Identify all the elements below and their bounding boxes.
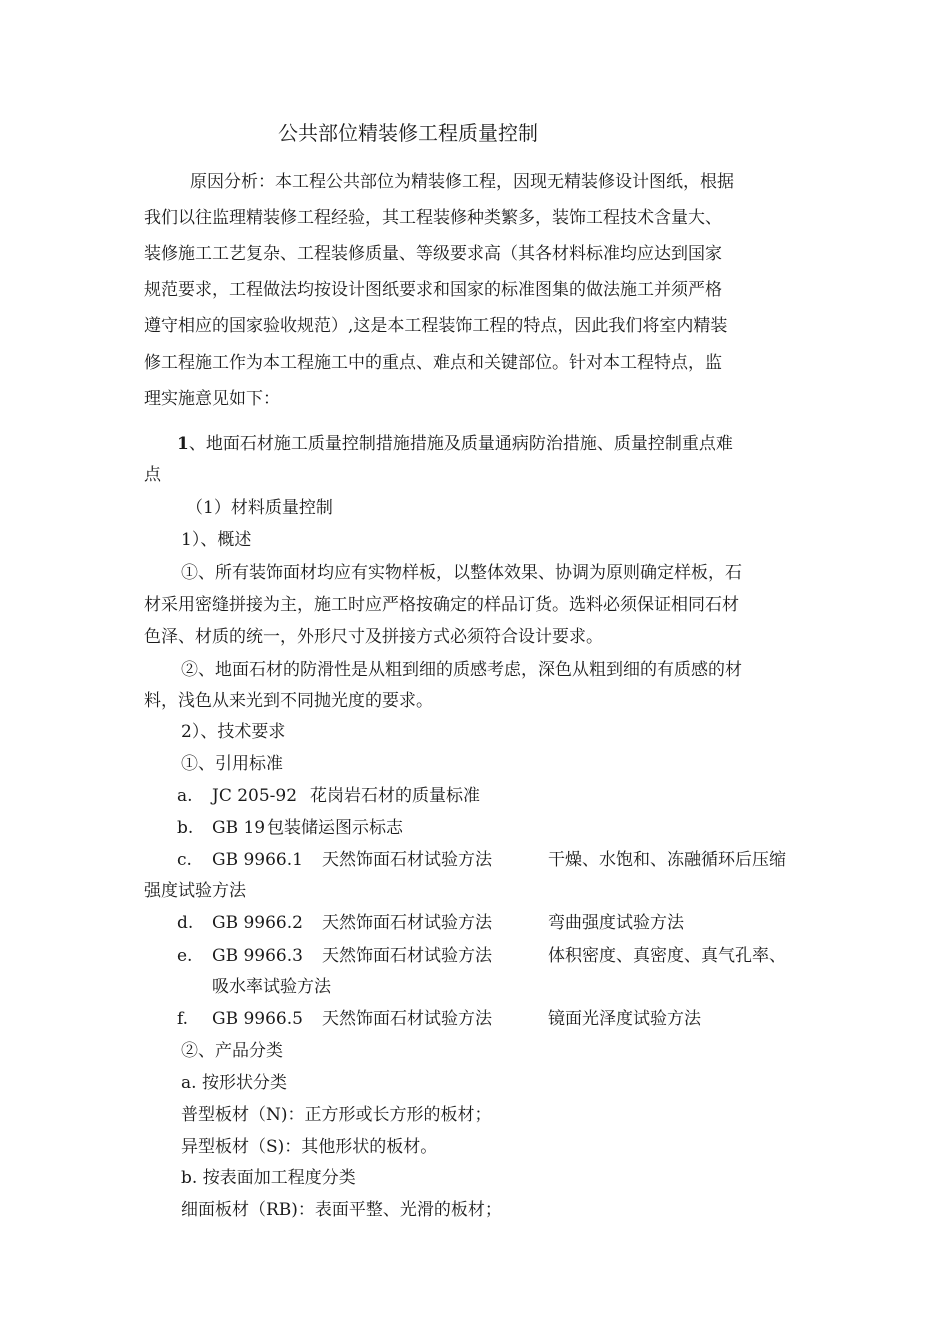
intro-line: 遵守相应的国家验收规范）,这是本工程装饰工程的特点，因此我们将室内精装 [144,316,728,336]
standard-name: 天然饰面石材试验方法 [322,946,492,966]
p2-line: 料，浅色从来光到不同抛光度的要求。 [144,691,433,711]
overview-heading: 1）、概述 [181,530,252,550]
standard-label: b. [177,818,194,838]
standard-label: a. [177,786,193,806]
standard-item-e [177,944,786,968]
standard-name: 天然饰面石材试验方法 [322,913,492,933]
standard-name: 花岗岩石材的质量标准 [310,786,480,806]
class-b-heading: b. 按表面加工程度分类 [181,1168,356,1188]
standard-name: 天然饰面石材试验方法 [322,850,492,870]
standard-item-c [177,848,786,872]
standard-label: c. [177,850,192,870]
section-text: 、地面石材施工质量控制措施措施及质量通病防治措施、质量控制重点难 [188,434,733,454]
standard-test: 体积密度、真密度、真气孔率、 [548,946,786,966]
standard-name: 天然饰面石材试验方法 [322,1009,492,1029]
p1-line: ①、所有装饰面材均应有实物样板，以整体效果、协调为原则确定样板，石 [181,563,742,583]
tech-heading: 2）、技术要求 [181,722,286,742]
class-b-item: 细面板材（RB)：表面平整、光滑的板材； [181,1200,502,1220]
standards-heading: ①、引用标准 [181,754,283,774]
intro-line: 原因分析：本工程公共部位为精装修工程，因现无精装修设计图纸，根据 [190,172,734,192]
standard-item-e-cont: 吸水率试验方法 [212,977,331,997]
standard-code: JC 205-92 [212,786,298,806]
p2-line: ②、地面石材的防滑性是从粗到细的质感考虑，深色从粗到细的有质感的材 [181,660,742,680]
intro-line: 理实施意见如下： [144,389,280,409]
class-a-item: 异型板材（S)：其他形状的板材。 [181,1137,438,1157]
intro-line: 规范要求，工程做法均按设计图纸要求和国家的标准图集的做法施工并须严格 [144,280,722,300]
standard-name: 包装储运图示标志 [267,818,403,838]
page-title: 公共部位精装修工程质量控制 [278,121,538,145]
section-1-heading [177,432,733,456]
intro-line: 我们以往监理精装修工程经验，其工程装修种类繁多，装饰工程技术含量大、 [144,208,722,228]
intro-line: 装修施工工艺复杂、工程装修质量、等级要求高（其各材料标准均应达到国家 [144,244,722,264]
standard-item-d [177,911,684,935]
standard-item-c-cont: 强度试验方法 [144,881,246,901]
standard-test: 干燥、水饱和、冻融循环后压缩 [548,850,786,870]
class-a-item: 普型板材（N)：正方形或长方形的板材； [181,1105,492,1125]
standard-code: GB 9966.1 [212,850,303,870]
material-heading: （1）材料质量控制 [186,498,333,518]
standard-item-b [177,816,403,840]
standard-label: f. [177,1009,189,1029]
standard-code: GB 19 [212,818,266,838]
standard-item-f [177,1007,701,1031]
standard-code: GB 9966.2 [212,913,303,933]
p1-line: 材采用密缝拼接为主，施工时应严格按确定的样品订货。选料必须保证相同石材 [144,595,739,615]
standard-label: e. [177,946,193,966]
standard-code: GB 9966.5 [212,1009,303,1029]
p1-line: 色泽、材质的统一，外形尺寸及拼接方式必须符合设计要求。 [144,627,603,647]
standard-item-a [177,784,480,808]
standard-test: 镜面光泽度试验方法 [548,1009,701,1029]
standard-label: d. [177,913,194,933]
class-a-heading: a. 按形状分类 [181,1073,287,1093]
standard-test: 弯曲强度试验方法 [548,913,684,933]
class-heading: ②、产品分类 [181,1041,283,1061]
standard-code: GB 9966.3 [212,946,303,966]
intro-line: 修工程施工作为本工程施工中的重点、难点和关键部位。针对本工程特点，监 [144,353,722,373]
section-number: 1 [177,434,189,454]
section-1-heading-cont: 点 [144,465,161,485]
